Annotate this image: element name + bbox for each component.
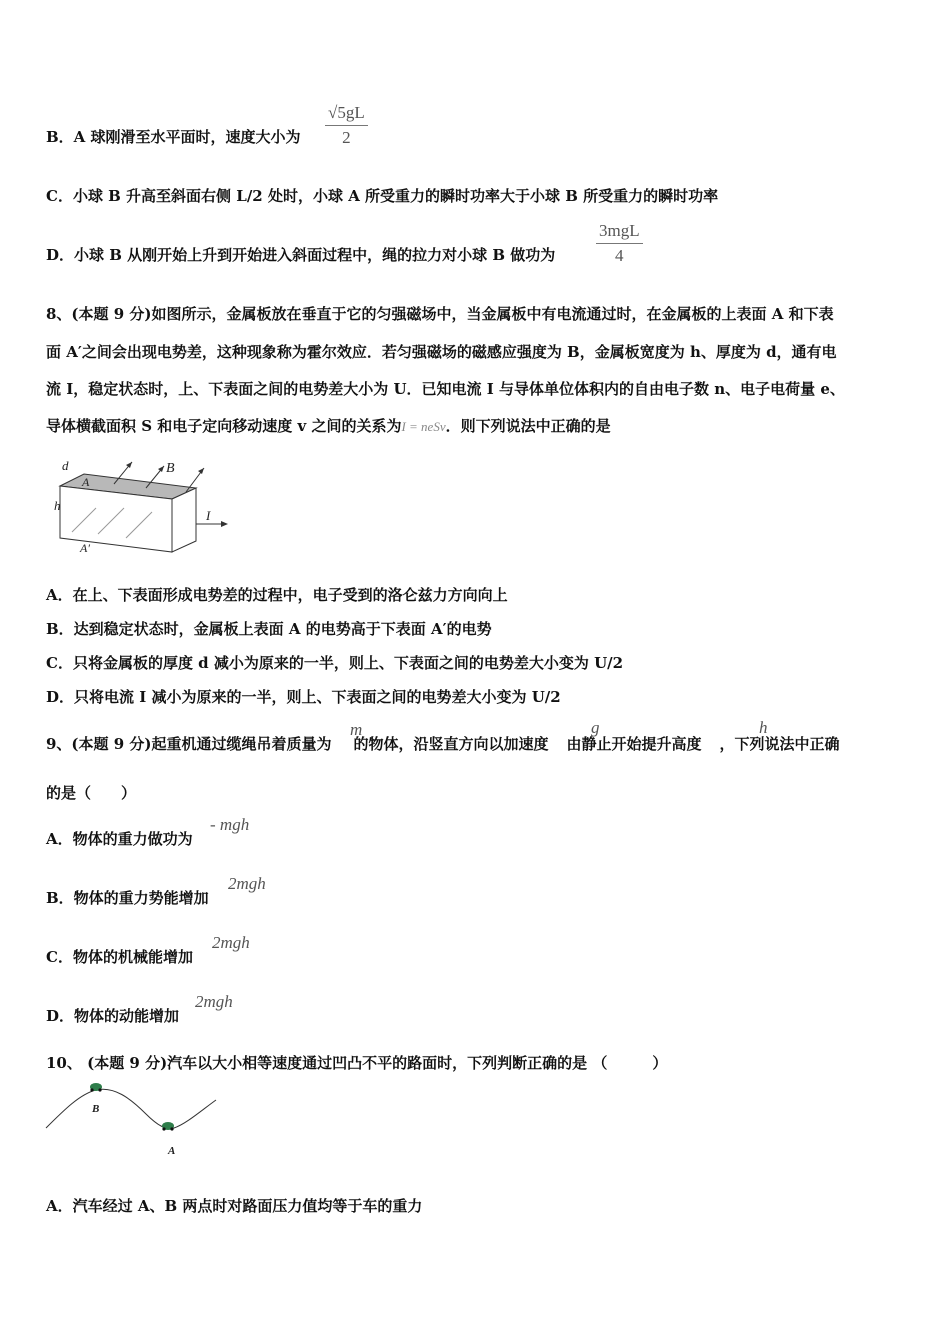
q8-stem-line-1: 8、(本题 9 分)如图所示，金属板放在垂直于它的匀强磁场中，当金属板中有电流通过时，在金属板的上表面 A 和下表 <box>46 305 834 323</box>
q7-option-d-fraction <box>596 221 643 266</box>
q9-acceleration-symbol: g <box>591 718 600 737</box>
q8-option-d: D．只将电流 I 减小为原来的一半，则上、下表面之间的电势差大小变为 U/2 <box>46 688 561 706</box>
q9-stem-line-2: 的是（ ） <box>46 784 137 802</box>
label-d: d <box>62 458 69 473</box>
label-a: A <box>168 1145 176 1157</box>
label-a-prime: A′ <box>80 541 90 555</box>
hall-effect-figure <box>46 452 246 562</box>
q9-option-c-math: 2mgh <box>212 933 250 952</box>
arrowhead <box>126 462 132 468</box>
label-b: B <box>166 461 175 476</box>
q9-stem-line-1: 9、(本题 9 分)起重机通过缆绳吊着质量为 的物体，沿竖直方向以加速度 由静止开始提升高度 ，下列说法中正确 <box>46 735 840 753</box>
plate-side-face <box>172 488 196 552</box>
q8-stem-line-3: 流 I，稳定状态时，上、下表面之间的电势差大小为 U．已知电流 I 与导体单位体积内的自由电子数 n、电子电荷量 e、 <box>46 380 845 398</box>
q8-option-a: A．在上、下表面形成电势差的过程中，电子受到的洛仑兹力方向向上 <box>46 586 508 604</box>
q9-option-b: B．物体的重力势能增加 <box>46 889 209 907</box>
q9-mass-symbol: m <box>350 720 363 739</box>
q8-option-b: B．达到稳定状态时，金属板上表面 A 的电势高于下表面 A′的电势 <box>46 620 492 638</box>
q8-stem-line-2: 面 A′之间会出现电势差，这种现象称为霍尔效应．若匀强磁场的磁感应强度为 B，金属板宽度为 h、厚度为 d，通有电 <box>46 343 837 361</box>
q9-option-b-math: 2mgh <box>228 874 266 893</box>
label-b: B <box>92 1103 100 1115</box>
q9-option-d-math: 2mgh <box>195 992 233 1011</box>
q10-stem: 10、 (本题 9 分)汽车以大小相等速度通过凹凸不平的路面时，下列判断正确的是 （ ） <box>46 1054 668 1072</box>
q7-option-d: D．小球 B 从刚开始上升到开始进入斜面过程中，绳的拉力对小球 B 做功为 <box>46 246 556 264</box>
hall-formula: I = neSv <box>401 419 446 434</box>
road-curve <box>46 1089 216 1128</box>
label-h: h <box>54 498 61 513</box>
q7-option-b-fraction <box>325 103 368 148</box>
arrowhead <box>158 466 164 472</box>
arrowhead <box>198 468 204 474</box>
q9-option-c: C．物体的机械能增加 <box>46 948 193 966</box>
fraction-denominator: 4 <box>615 246 624 265</box>
q10-option-a: A．汽车经过 A、B 两点时对路面压力值均等于车的重力 <box>46 1197 423 1215</box>
q7-option-b: B．A 球刚滑至水平面时，速度大小为 <box>46 128 301 146</box>
q9-height-symbol: h <box>759 718 768 737</box>
car-icon <box>90 1083 102 1092</box>
fraction-denominator: 2 <box>342 128 351 147</box>
fraction-numerator: 3mgL <box>596 221 643 244</box>
q7-option-c: C．小球 B 升高至斜面右侧 L/2 处时，小球 A 所受重力的瞬时功率大于小球 B 所受重力的瞬时功率 <box>46 187 719 205</box>
fraction-numerator: √5gL <box>325 103 368 126</box>
q9-option-d: D．物体的动能增加 <box>46 1007 180 1025</box>
arrowhead <box>221 521 228 527</box>
q9-option-a: A．物体的重力做功为 <box>46 830 193 848</box>
label-a: A <box>82 475 90 489</box>
label-i: I <box>206 508 211 523</box>
q9-option-a-math: - mgh <box>210 815 250 834</box>
car-icon <box>162 1122 174 1131</box>
road-figure <box>44 1080 224 1160</box>
q8-option-c: C．只将金属板的厚度 d 减小为原来的一半，则上、下表面之间的电势差大小变为 U/2 <box>46 654 624 672</box>
q8-stem-line-4: 导体横截面积 S 和电子定向移动速度 v 之间的关系为I = neSv．则下列说法中正确的是 <box>46 417 611 435</box>
